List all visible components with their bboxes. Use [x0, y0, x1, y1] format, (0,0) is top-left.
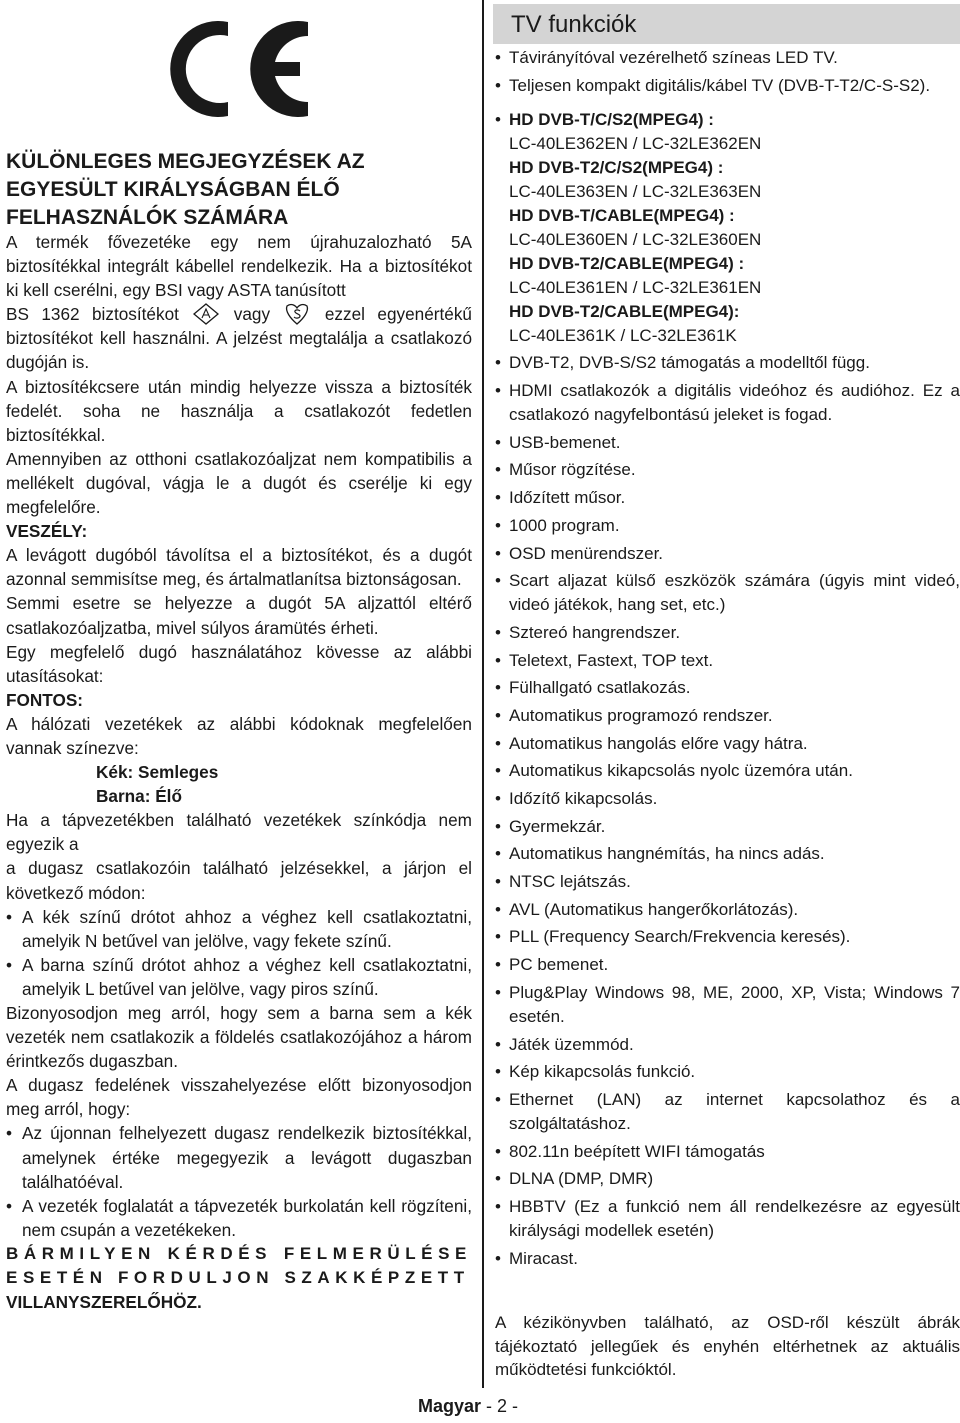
- model-numbers: LC-40LE361EN / LC-32LE361EN: [509, 277, 762, 297]
- list-item: • Ethernet (LAN) az internet kapcsolathoz és a szolgáltatáshoz.: [493, 1088, 960, 1136]
- column-divider: [482, 0, 484, 1388]
- paragraph: a dugasz csatlakozóin található jelzésekkel, a járjon el következő módon:: [6, 858, 472, 903]
- model-standard: HD DVB-T2/CABLE(MPEG4):: [509, 301, 740, 321]
- list-item: • 1000 program.: [493, 514, 960, 538]
- model-numbers: LC-40LE361K / LC-32LE361K: [509, 325, 737, 345]
- list-item: • PLL (Frequency Search/Frekvencia keresés).: [493, 925, 960, 949]
- list-item: • DVB-T2, DVB-S/S2 támogatás a modelltől függ.: [493, 351, 960, 375]
- list-item: • A kék színű drótot ahhoz a véghez kell csatlakoztatni, amelyik N betűvel van jelölve, vagy fekete színű.: [6, 905, 472, 953]
- page-number: - 2 -: [486, 1396, 519, 1416]
- page-footer: [418, 1396, 518, 1417]
- uk-notice-title: KÜLÖNLEGES MEGJEGYZÉSEK AZ EGYESÜLT KIRÁLYSÁGBAN ÉLŐ FELHASZNÁLÓK SZÁMÁRA: [6, 150, 365, 229]
- color-code-blue: Kék: Semleges: [96, 762, 219, 783]
- list-item: • 802.11n beépített WIFI támogatás: [493, 1140, 960, 1164]
- list-item: • Műsor rögzítése.: [493, 458, 960, 482]
- list-item: • A vezeték foglalatát a tápvezeték burkolatán kell rögzíteni, nem csupán a vezetékeken.: [6, 1194, 472, 1242]
- list-item: • USB-bemenet.: [493, 431, 960, 455]
- paragraph: Bizonyosodjon meg arról, hogy sem a barna sem a kék vezeték nem csatlakozik a földelés csatlakozójához a három érintkezős dugaszban.: [6, 1003, 472, 1072]
- list-item: • Távirányítóval vezérelhető színeas LED TV.: [493, 46, 960, 70]
- paragraph: A levágott dugóból távolítsa el a biztosítékot, és a dugót azonnal semmisítse meg, és ártalmatlanítsa biztonságosan.: [6, 545, 472, 590]
- section-title: TV funkciók: [511, 11, 637, 38]
- model-numbers: LC-40LE363EN / LC-32LE363EN: [509, 181, 762, 201]
- paragraph: Egy megfelelő dugó használatához kövesse az alábbi utasításokat:: [6, 641, 472, 686]
- manual-note: A kézikönyvben található, az OSD-ről készült ábrák tájékoztató jellegűek és enyhén eltérhetnek az aktuális működtetési funkcióktól.: [495, 1313, 960, 1379]
- footer-language: Magyar: [418, 1396, 482, 1416]
- uk-notice-body: [6, 230, 472, 1314]
- paragraph: Semmi esetre se helyezze a dugót 5A aljzattól eltérő csatlakozóaljzatba, mivel súlyos áramütés érheti.: [6, 593, 472, 638]
- list-item: • Miracast.: [493, 1247, 960, 1271]
- list-item: • Teljesen kompakt digitális/kábel TV (DVB-T-T2/C-S-S2).: [493, 74, 960, 98]
- list-item: • Automatikus programozó rendszer.: [493, 704, 960, 728]
- paragraph: Ha a tápvezetékben található vezetékek színkódja nem egyezik a: [6, 810, 472, 855]
- paragraph: A biztosítékcsere után mindig helyezze vissza a biztosíték fedelét. soha ne használja a csatlakozót fedetlen biztosítékkal.: [6, 376, 472, 445]
- list-item: • DLNA (DMP, DMR): [493, 1167, 960, 1191]
- model-list: [493, 108, 960, 348]
- list-item: • OSD menürendszer.: [493, 542, 960, 566]
- list-item: • Időzített műsor.: [493, 486, 960, 510]
- model-standard: • HD DVB-T/C/S2(MPEG4) :: [509, 109, 714, 129]
- list-item: • Játék üzemmód.: [493, 1033, 960, 1057]
- list-item: • NTSC lejátszás.: [493, 870, 960, 894]
- text: vagy: [233, 304, 271, 325]
- paragraph: A termék fővezetéke egy nem újrahuzalozható 5A biztosítékkal integrált kábellel rendelkezik. Ha a biztosítékot ki kell cserélni, egy BSI vagy ASTA tanúsított: [6, 232, 472, 301]
- model-numbers: LC-40LE360EN / LC-32LE360EN: [509, 229, 762, 249]
- model-standard: HD DVB-T/CABLE(MPEG4) :: [509, 205, 735, 225]
- list-item: • HDMI csatlakozók a digitális videóhoz és audióhoz. Ez a csatlakozó nagyfelbontású jeleket is fogad.: [493, 379, 960, 427]
- danger-label: VESZÉLY:: [6, 521, 88, 542]
- list-item: • Sztereó hangrendszer.: [493, 621, 960, 645]
- section-header: [493, 4, 960, 44]
- paragraph: A dugasz fedelének visszahelyezése előtt bizonyosodjon meg arról, hogy:: [6, 1075, 472, 1120]
- model-standard: HD DVB-T2/C/S2(MPEG4) :: [509, 157, 724, 177]
- list-item: • Scart aljazat külső eszközök számára (úgyis mint videó, videó játékok, hang set, etc.): [493, 569, 960, 617]
- list-item: • Plug&Play Windows 98, ME, 2000, XP, Vista; Windows 7 esetén.: [493, 981, 960, 1029]
- list-item: • Fülhallgató csatlakozás.: [493, 676, 960, 700]
- list-item: • Időzítő kikapcsolás.: [493, 787, 960, 811]
- list-item: • Gyermekzár.: [493, 815, 960, 839]
- ce-mark-icon: [164, 16, 312, 122]
- left-column: [4, 0, 472, 1423]
- list-item: • Automatikus hangnémítás, ha nincs adás.: [493, 842, 960, 866]
- right-column: [493, 0, 960, 1423]
- closing-notice: BÁRMILYEN KÉRDÉS FELMERÜLÉSE ESETÉN FORDULJON SZAKKÉPZETT: [6, 1243, 472, 1288]
- list-item: • Automatikus hangolás előre vagy hátra.: [493, 732, 960, 756]
- list-item: • Az újonnan felhelyezett dugasz rendelkezik biztosítékkal, amelynek értéke megegyezik a levágott dugaszban találhatóéval.: [6, 1121, 472, 1193]
- closing-notice-end: VILLANYSZERELŐHÖZ.: [6, 1292, 202, 1313]
- asta-mark-icon: [191, 302, 221, 326]
- list-item: • HBBTV (Ez a funkció nem áll rendelkezésre az egyesült királysági modellek esetén): [493, 1195, 960, 1243]
- model-numbers: LC-40LE362EN / LC-32LE362EN: [509, 133, 762, 153]
- model-standard: HD DVB-T2/CABLE(MPEG4) :: [509, 253, 745, 273]
- text: BS 1362 biztosítékot: [6, 304, 179, 325]
- list-item: • A barna színű drótot ahhoz a véghez kell csatlakoztatni, amelyik L betűvel van jelölve, vagy piros színű.: [6, 953, 472, 1001]
- bsi-kitemark-icon: [282, 302, 312, 326]
- paragraph: A hálózati vezetékek az alábbi kódoknak megfelelően vannak színezve:: [6, 713, 472, 758]
- feature-list: [493, 46, 960, 1274]
- text: ezzel egyenértékű biztosítékot kell használni. A jelzést megtalálja a csatlakozó dugóján is.: [6, 304, 472, 373]
- color-code-brown: Barna: Élő: [96, 786, 182, 807]
- list-item: • Kép kikapcsolás funkció.: [493, 1060, 960, 1084]
- important-label: FONTOS:: [6, 689, 84, 710]
- list-item: • Automatikus kikapcsolás nyolc üzemóra után.: [493, 759, 960, 783]
- paragraph: [6, 302, 472, 374]
- paragraph: Amennyiben az otthoni csatlakozóaljzat nem kompatibilis a mellékelt dugóval, vágja le a dugót és cserélje ki egy megfelelőre.: [6, 448, 472, 518]
- list-item: • PC bemenet.: [493, 953, 960, 977]
- list-item: • Teletext, Fastext, TOP text.: [493, 649, 960, 673]
- list-item: • AVL (Automatikus hangerőkorlátozás).: [493, 898, 960, 922]
